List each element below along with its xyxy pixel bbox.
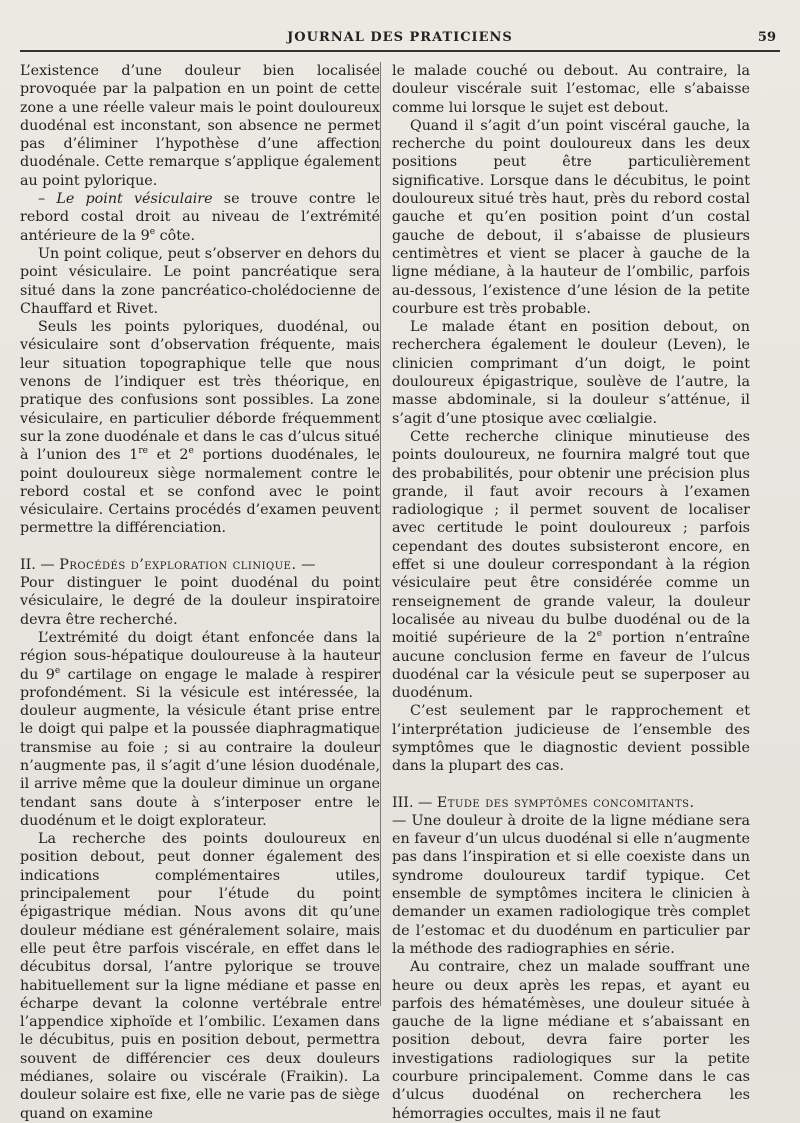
paragraph: — Une douleur à droite de la ligne médiane sera en faveur d’un ulcus duodénal si elle n’augmente pas dans l’inspiration et si elle coexiste dans un syndrome douloureux tardif typique. Cet ensemble de symptômes incitera le clinicien à demander un examen radiologique très complet de l’estomac et du duodénum en particulier par la méthode des radiographies en série. [392,812,750,957]
superscript: e [149,226,156,237]
superscript: e [54,665,61,676]
paragraph-point-vesiculaire: – Le point vésiculaire se trouve contre le rebord costal droit au niveau de l’extrémité antérieure de la 9e côte. [20,191,380,244]
text: et 2 [147,447,189,464]
text: côte. [155,227,195,244]
right-column [392,62,750,1123]
paragraph: Pour distinguer le point duodénal du point vésiculaire, le degré de la douleur inspiratoire devra être recherché. [20,575,380,628]
text: L’extrémité du doigt étant enfoncée dans la région sous-hépatique douloureuse à la hauteur du 9 [20,629,380,683]
superscript: re [138,446,148,457]
left-column [20,62,380,1123]
paragraph: Quand il s’agit d’un point viscéral gauche, la recherche du point douloureux dans les deux positions peut être particulièrement significative. Lorsque dans le décubitus, le point douloureux situé très haut, près du rebord costal gauche et qu’en position point d’un costal gauche de debout, il s’abaisse de plusieurs centimètres et vient se placer à gauche de la ligne médiane, à la hauteur de l’ombilic, parfois au-dessous, l’existence d’une lésion de la petite courbure est très probable. [392,117,750,317]
text: se trouve contre le rebord costal droit au niveau de l’extrémité antérieure de la 9 [20,191,380,244]
text: cartilage on engage le malade à respirer profondément. Si la vésicule est intéressée, la douleur augmente, la vésicule étant prise entre le doigt qui palpe et la poussée diaphragmatique transmise au foie ; si au contraire la douleur n’augmente pas, il s’agit d’une lésion duodénale, il arrive même que la douleur diminue un organe tendant sans doute à s’interposer entre le duodénum et le doigt explorateur. [20,666,380,829]
column-divider [380,62,381,1006]
section-heading-ii [20,556,380,574]
text: portion n’entraîne aucune conclusion ferme en faveur de l’ulcus duodénal car la vésicule peut se superposer au duodénum. [392,630,750,702]
text: portions duodénales, le point douloureux siège normalement contre le rebord costal et se confond avec le point vésiculaire. Certains procédés d’examen peuvent permettre la différenciation. [20,447,380,537]
text: Cette recherche clinique minutieuse des points douloureux, ne fournira malgré tout que des probabilités, pour obtenir une précision plus grande, il faut avoir recours à l’examen radiologique ; il permet souvent de localiser avec certitude le point douloureux ; parfois cependant des doutes subsisteront encore, en effet si une douleur correspondant à la région vésiculaire peut être considérée comme un renseignement de grande valeur, la douleur localisée au niveau du bulbe duodénal ou de la moitié supérieure de la 2 [392,428,750,647]
paragraph: Le malade étant en position debout, on recherchera également le douleur (Leven), le clinicien comprimant d’un doigt, le point douloureux épigastrique, soulève de l’autre, la masse abdominale, si la douleur s’atténue, il s’agit d’une ptosique avec cœlialgie. [392,319,750,427]
section-title: Etude des symptômes concomitants. [436,794,695,811]
paragraph: La recherche des points douloureux en position debout, peut donner également des indications complémentaires utiles, principalement pour l’étude du point épigastrique médian. Nous avons dit qu’une douleur médiane est généralement solaire, mais elle peut être parfois viscérale, en effet dans le décubitus dorsal, l’antre pylorique se trouve habituellement sur la ligne médiane et passe en écharpe devant la colonne vertébrale entre l’appendice xiphoïde et l’ombilic. L’examen dans le décubitus, puis en position debout, permettra souvent de différencier ces deux douleurs médianes, solaire ou viscérale (Fraikin). La douleur solaire est fixe, elle ne varie pas de siège quand on examine [20,831,380,1122]
paragraph: L’existence d’une douleur bien localisée provoquée par la palpation en un point de cette zone a une réelle valeur mais le point douloureux duodénal est inconstant, son absence ne permet pas d’éliminer l’hypothèse d’une affection duodénale. Cette remarque s’applique également au point pylorique. [20,63,380,189]
section-title: Procédés d’exploration clinique. [59,556,297,573]
text: Seuls les points pyloriques, duodénal, ou vésiculaire sont d’observation fréquente, mais leur situation topographique telle que nous venons de l’indiquer est très théorique, en pratique des confusions sont possibles. La zone vésiculaire, en particulier déborde fréquemment sur la zone duodénale et dans le cas d’ulcus situé à l’union des 1 [20,319,380,464]
journal-title: JOURNAL DES PRATICIENS [287,30,513,45]
paragraph: Au contraire, chez un malade souffrant une heure ou deux après les repas, et ayant eu parfois des hématémèses, une douleur située à gauche de la ligne médiane et s’abaissant en position debout, devra faire porter les investigations radiologiques sur la petite courbure principalement. Comme dans le cas d’ulcus duodénal on recherchera les hémorragies occultes, mais il ne faut [392,959,750,1122]
paragraph: C’est seulement par le rapprochement et l’interprétation judicieuse de l’ensemble des symptômes que le diagnostic devient possible dans la plupart des cas. [392,703,750,775]
section-heading-iii [392,794,750,812]
emphasis-term: Le point vésiculaire [56,191,213,208]
page-number: 59 [757,30,776,45]
paragraph: le malade couché ou debout. Au contraire, la douleur viscérale suit l’estomac, elle s’abaisse comme lui lorsque le sujet est debout. [392,63,750,116]
paragraph [392,428,750,702]
paragraph [20,629,380,830]
section-number: II. — [20,556,60,573]
section-number: III. — [392,794,437,811]
paragraph [20,318,380,538]
paragraph: Un point colique, peut s’observer en dehors du point vésiculaire. Le point pancréatique sera situé dans la zone pancréatico-cholédocienne de Chauffard et Rivet. [20,245,380,317]
text: — [296,556,316,573]
running-header [20,26,780,52]
superscript: e [188,446,194,457]
superscript: e [596,629,603,640]
